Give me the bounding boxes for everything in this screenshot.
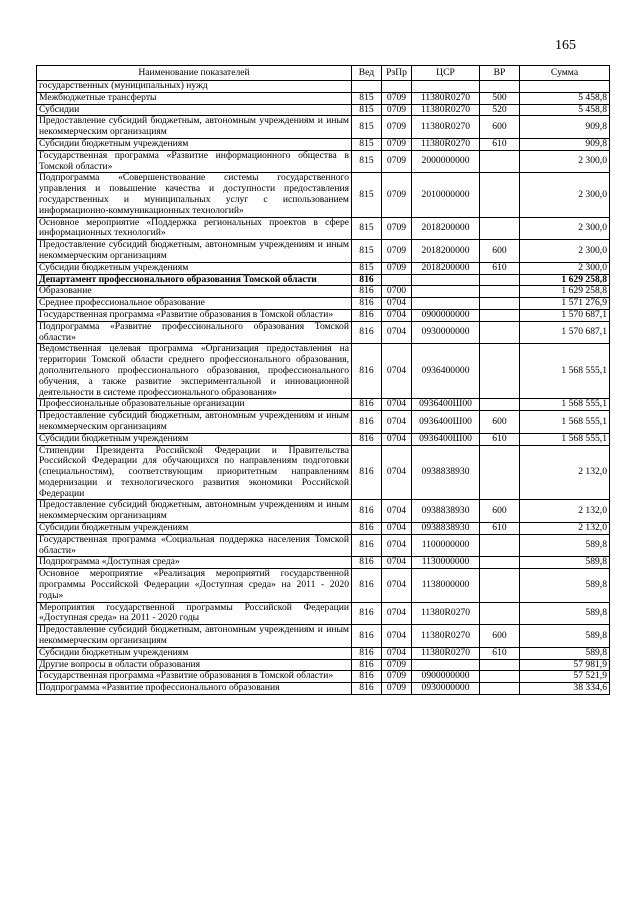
cell-ved: 816	[352, 569, 382, 602]
cell-name: Подпрограмма «Развитие профессионального образования	[37, 683, 352, 695]
table-row	[37, 262, 610, 274]
cell-ved: 815	[352, 240, 382, 263]
cell-rzpr: 0709	[382, 659, 412, 671]
cell-ved: 815	[352, 262, 382, 274]
cell-vr	[480, 217, 520, 240]
cell-rzpr: 0700	[382, 286, 412, 298]
cell-ved: 816	[352, 433, 382, 445]
cell-csr: 2018200000	[412, 240, 480, 263]
cell-csr: 0938838930	[412, 445, 480, 500]
cell-sum: 2 132,0	[520, 445, 610, 500]
cell-vr: 600	[480, 240, 520, 263]
cell-rzpr: 0709	[382, 138, 412, 150]
cell-rzpr: 0709	[382, 262, 412, 274]
cell-ved: 816	[352, 309, 382, 321]
cell-csr: 0936400000	[412, 344, 480, 399]
cell-name: Предоставление субсидий бюджетным, автономным учреждениям и иным некоммерческим организациям	[37, 411, 352, 434]
cell-sum: 1 568 555,1	[520, 399, 610, 411]
cell-csr: 0938838930	[412, 500, 480, 523]
cell-sum: 57 521,9	[520, 671, 610, 683]
cell-ved: 816	[352, 286, 382, 298]
cell-sum: 1 568 555,1	[520, 344, 610, 399]
cell-rzpr: 0704	[382, 625, 412, 648]
cell-name: Субсидии бюджетным учреждениям	[37, 433, 352, 445]
cell-csr: 1138000000	[412, 569, 480, 602]
cell-vr: 610	[480, 523, 520, 535]
cell-vr	[480, 286, 520, 298]
table-row	[37, 298, 610, 310]
cell-ved: 816	[352, 534, 382, 557]
cell-csr	[412, 286, 480, 298]
table-row	[37, 240, 610, 263]
cell-ved: 815	[352, 150, 382, 173]
cell-sum: 1 568 555,1	[520, 411, 610, 434]
table-row	[37, 500, 610, 523]
cell-sum	[520, 81, 610, 93]
cell-ved: 816	[352, 500, 382, 523]
cell-csr: 11380R0270	[412, 116, 480, 139]
cell-vr: 520	[480, 104, 520, 116]
cell-name: Основное мероприятие «Реализация мероприятий государственной программы Российской Федерации «Доступная среда» на 2011 - 2020 годы»	[37, 569, 352, 602]
cell-sum: 2 300,0	[520, 262, 610, 274]
cell-csr: 0900000000	[412, 671, 480, 683]
cell-sum: 589,8	[520, 647, 610, 659]
cell-name: Субсидии бюджетным учреждениям	[37, 523, 352, 535]
cell-csr: 0938838930	[412, 523, 480, 535]
cell-rzpr: 0704	[382, 602, 412, 625]
cell-csr: 1130000000	[412, 557, 480, 569]
cell-name: Государственная программа «Развитие образования в Томской области»	[37, 671, 352, 683]
table-row	[37, 286, 610, 298]
cell-csr: 11380R0270	[412, 625, 480, 648]
cell-csr: 11380R0270	[412, 602, 480, 625]
cell-name: Подпрограмма «Совершенствование системы государственного управления и повышение качества и доступности предоставления государственных и муниципальных услуг с использованием информационно-коммуникационных технологий»	[37, 173, 352, 217]
cell-vr	[480, 309, 520, 321]
cell-vr	[480, 659, 520, 671]
cell-rzpr: 0704	[382, 399, 412, 411]
cell-rzpr: 0709	[382, 217, 412, 240]
cell-vr	[480, 557, 520, 569]
cell-sum: 1 568 555,1	[520, 433, 610, 445]
cell-rzpr: 0709	[382, 104, 412, 116]
cell-sum: 1 629 258,8	[520, 286, 610, 298]
cell-ved: 815	[352, 173, 382, 217]
cell-name: Среднее профессиональное образование	[37, 298, 352, 310]
cell-rzpr: 0704	[382, 433, 412, 445]
table-row	[37, 217, 610, 240]
cell-rzpr: 0704	[382, 411, 412, 434]
cell-csr: 1100000000	[412, 534, 480, 557]
cell-sum: 5 458,8	[520, 104, 610, 116]
cell-sum: 2 300,0	[520, 150, 610, 173]
cell-name: Профессиональные образовательные организации	[37, 399, 352, 411]
cell-vr	[480, 602, 520, 625]
cell-sum: 589,8	[520, 569, 610, 602]
cell-rzpr: 0709	[382, 240, 412, 263]
cell-csr: 0930000000	[412, 683, 480, 695]
cell-csr: 11380R0270	[412, 104, 480, 116]
cell-sum: 2 132,0	[520, 523, 610, 535]
table-row	[37, 173, 610, 217]
cell-sum: 2 132,0	[520, 500, 610, 523]
cell-rzpr: 0704	[382, 500, 412, 523]
cell-vr	[480, 81, 520, 93]
cell-ved: 815	[352, 104, 382, 116]
table-row	[37, 625, 610, 648]
cell-csr: 0936400Ш00	[412, 399, 480, 411]
table-row	[37, 569, 610, 602]
cell-vr	[480, 344, 520, 399]
cell-vr: 600	[480, 625, 520, 648]
cell-ved	[352, 81, 382, 93]
table-row	[37, 647, 610, 659]
cell-ved: 815	[352, 217, 382, 240]
cell-ved: 816	[352, 625, 382, 648]
cell-name: Предоставление субсидий бюджетным, автономным учреждениям и иным некоммерческим организациям	[37, 116, 352, 139]
cell-name: Образование	[37, 286, 352, 298]
cell-name: Субсидии бюджетным учреждениям	[37, 647, 352, 659]
cell-vr	[480, 173, 520, 217]
cell-name: Мероприятия государственной программы Российской Федерации «Доступная среда» на 2011 - 2020 годы	[37, 602, 352, 625]
cell-ved: 816	[352, 671, 382, 683]
cell-vr	[480, 274, 520, 286]
cell-rzpr	[382, 81, 412, 93]
table-row	[37, 81, 610, 93]
cell-name: Другие вопросы в области образования	[37, 659, 352, 671]
cell-csr: 0936400Ш00	[412, 433, 480, 445]
cell-name: Государственная программа «Развитие информационного общества в Томской области»	[37, 150, 352, 173]
cell-vr	[480, 671, 520, 683]
cell-vr: 610	[480, 138, 520, 150]
table-row	[37, 274, 610, 286]
cell-csr: 11380R0270	[412, 138, 480, 150]
cell-csr: 2010000000	[412, 173, 480, 217]
cell-vr	[480, 445, 520, 500]
cell-name: Субсидии бюджетным учреждениям	[37, 138, 352, 150]
cell-rzpr: 0709	[382, 683, 412, 695]
table-row	[37, 150, 610, 173]
cell-ved: 816	[352, 274, 382, 286]
cell-rzpr: 0709	[382, 671, 412, 683]
cell-rzpr: 0709	[382, 173, 412, 217]
cell-sum: 1 570 687,1	[520, 321, 610, 344]
cell-name: Подпрограмма «Доступная среда»	[37, 557, 352, 569]
cell-ved: 816	[352, 523, 382, 535]
cell-name: Предоставление субсидий бюджетным, автономным учреждениям и иным некоммерческим организациям	[37, 240, 352, 263]
cell-name: Государственная программа «Социальная поддержка населения Томской области»	[37, 534, 352, 557]
table-row	[37, 602, 610, 625]
cell-ved: 816	[352, 683, 382, 695]
table-row	[37, 138, 610, 150]
cell-rzpr: 0704	[382, 647, 412, 659]
cell-sum: 589,8	[520, 625, 610, 648]
header-csr: ЦСР	[412, 66, 480, 81]
cell-rzpr: 0704	[382, 309, 412, 321]
cell-ved: 816	[352, 659, 382, 671]
table-row	[37, 92, 610, 104]
cell-sum: 589,8	[520, 557, 610, 569]
table-row	[37, 309, 610, 321]
cell-sum: 1 571 276,9	[520, 298, 610, 310]
table-row	[37, 671, 610, 683]
cell-csr	[412, 81, 480, 93]
cell-sum: 5 458,8	[520, 92, 610, 104]
cell-vr	[480, 569, 520, 602]
cell-ved: 816	[352, 344, 382, 399]
cell-vr: 610	[480, 262, 520, 274]
table-row	[37, 104, 610, 116]
cell-csr: 2018200000	[412, 262, 480, 274]
cell-rzpr: 0704	[382, 321, 412, 344]
cell-rzpr	[382, 274, 412, 286]
cell-csr	[412, 659, 480, 671]
cell-rzpr: 0704	[382, 569, 412, 602]
cell-ved: 816	[352, 298, 382, 310]
header-name: Наименование показателей	[37, 66, 352, 81]
table-header-row	[37, 66, 610, 81]
cell-csr: 0936400Ш00	[412, 411, 480, 434]
cell-sum: 909,8	[520, 138, 610, 150]
cell-vr: 600	[480, 411, 520, 434]
cell-csr: 2000000000	[412, 150, 480, 173]
table-row	[37, 523, 610, 535]
cell-name: Подпрограмма «Развитие профессионального образования Томской области»	[37, 321, 352, 344]
cell-rzpr: 0704	[382, 298, 412, 310]
cell-ved: 815	[352, 138, 382, 150]
cell-csr: 0900000000	[412, 309, 480, 321]
cell-name: Департамент профессионального образования Томской области	[37, 274, 352, 286]
cell-rzpr: 0709	[382, 92, 412, 104]
header-sum: Сумма	[520, 66, 610, 81]
table-row	[37, 411, 610, 434]
cell-name: Субсидии	[37, 104, 352, 116]
cell-vr	[480, 683, 520, 695]
cell-sum: 2 300,0	[520, 173, 610, 217]
page-number: 165	[555, 38, 576, 53]
cell-rzpr: 0709	[382, 116, 412, 139]
table-row	[37, 534, 610, 557]
cell-name: Ведомственная целевая программа «Организация предоставления на территории Томской области среднего профессионального образования, дополнительного профессионального образования, профессионального обучения, а также развитие экспериментальной и инновационной деятельности в системе профессионального образования»	[37, 344, 352, 399]
cell-sum: 589,8	[520, 534, 610, 557]
cell-ved: 816	[352, 411, 382, 434]
cell-ved: 816	[352, 557, 382, 569]
cell-vr: 500	[480, 92, 520, 104]
table-row	[37, 116, 610, 139]
cell-rzpr: 0709	[382, 150, 412, 173]
cell-vr	[480, 150, 520, 173]
cell-name: Предоставление субсидий бюджетным, автономным учреждениям и иным некоммерческим организациям	[37, 500, 352, 523]
table-row	[37, 557, 610, 569]
table-row	[37, 445, 610, 500]
cell-csr	[412, 298, 480, 310]
cell-name: Предоставление субсидий бюджетным, автономным учреждениям и иным некоммерческим организациям	[37, 625, 352, 648]
cell-name: Субсидии бюджетным учреждениям	[37, 262, 352, 274]
cell-sum: 38 334,6	[520, 683, 610, 695]
cell-ved: 816	[352, 445, 382, 500]
table-row	[37, 321, 610, 344]
cell-vr: 610	[480, 647, 520, 659]
cell-ved: 815	[352, 116, 382, 139]
cell-name: Межбюджетные трансферты	[37, 92, 352, 104]
cell-vr	[480, 321, 520, 344]
table-row	[37, 659, 610, 671]
header-vr: ВР	[480, 66, 520, 81]
cell-sum: 2 300,0	[520, 217, 610, 240]
cell-vr: 610	[480, 433, 520, 445]
cell-vr: 600	[480, 116, 520, 139]
cell-name: Основное мероприятие «Поддержка региональных проектов в сфере информационных технологий»	[37, 217, 352, 240]
cell-csr: 0930000000	[412, 321, 480, 344]
cell-rzpr: 0704	[382, 523, 412, 535]
cell-ved: 816	[352, 647, 382, 659]
cell-csr	[412, 274, 480, 286]
cell-vr	[480, 399, 520, 411]
cell-rzpr: 0704	[382, 344, 412, 399]
cell-csr: 11380R0270	[412, 92, 480, 104]
cell-ved: 816	[352, 321, 382, 344]
cell-rzpr: 0704	[382, 445, 412, 500]
cell-ved: 816	[352, 399, 382, 411]
cell-csr: 11380R0270	[412, 647, 480, 659]
cell-vr	[480, 298, 520, 310]
header-rzpr: РзПр	[382, 66, 412, 81]
cell-sum: 1 570 687,1	[520, 309, 610, 321]
header-ved: Вед	[352, 66, 382, 81]
cell-name: государственных (муниципальных) нужд	[37, 81, 352, 93]
cell-sum: 2 300,0	[520, 240, 610, 263]
cell-vr: 600	[480, 500, 520, 523]
cell-ved: 815	[352, 92, 382, 104]
cell-ved: 816	[352, 602, 382, 625]
cell-name: Государственная программа «Развитие образования в Томской области»	[37, 309, 352, 321]
cell-sum: 909,8	[520, 116, 610, 139]
table-row	[37, 683, 610, 695]
budget-table	[36, 65, 610, 695]
cell-sum: 57 981,9	[520, 659, 610, 671]
cell-sum: 1 629 258,8	[520, 274, 610, 286]
table-row	[37, 399, 610, 411]
cell-rzpr: 0704	[382, 534, 412, 557]
cell-name: Стипендии Президента Российской Федерации и Правительства Российской Федерации для обучающихся по направлениям подготовки (специальностям), соответствующим приоритетным направлениям модернизации и технологического развития экономики Российской Федерации	[37, 445, 352, 500]
cell-csr: 2018200000	[412, 217, 480, 240]
table-row	[37, 344, 610, 399]
cell-rzpr: 0704	[382, 557, 412, 569]
cell-vr	[480, 534, 520, 557]
cell-sum: 589,8	[520, 602, 610, 625]
table-row	[37, 433, 610, 445]
